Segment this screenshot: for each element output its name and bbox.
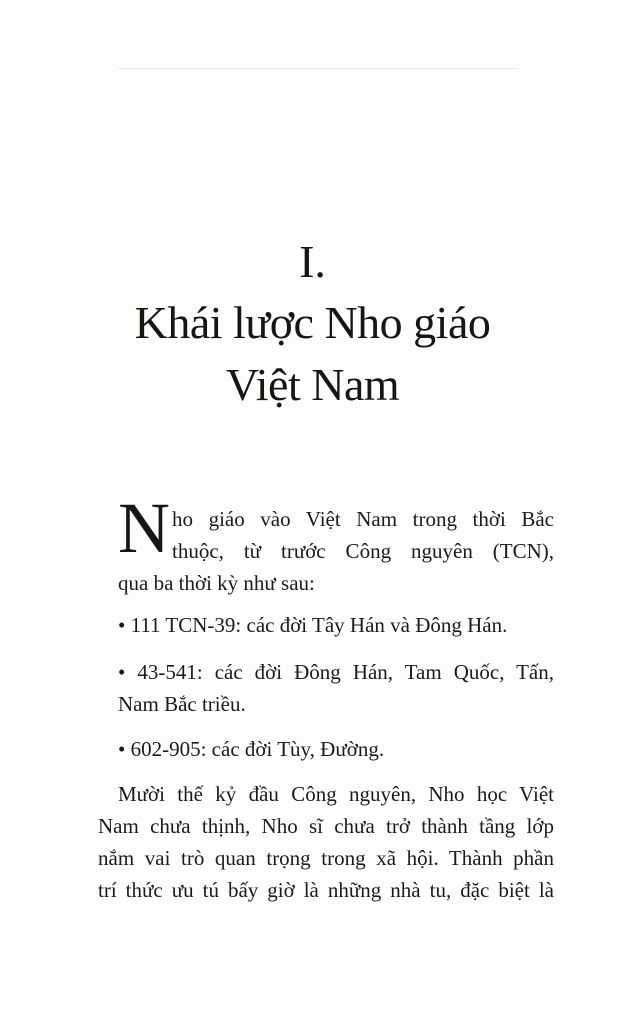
chapter-number: I. xyxy=(299,236,326,287)
paragraph2-line1: Mười thế kỷ đầu Công nguyên, Nho học Việt xyxy=(118,782,554,806)
paragraph1-line2: thuộc, từ trước Công nguyên (TCN), xyxy=(172,539,554,563)
chapter-title-line1: Khái lược Nho giáo xyxy=(134,297,491,348)
chapter-title xyxy=(0,292,625,416)
chapter-title-line2: Việt Nam xyxy=(225,359,400,410)
period-item: • 602-905: các đời Tùy, Đường. xyxy=(118,737,385,761)
show-through-rule xyxy=(118,68,518,69)
drop-cap: N xyxy=(118,488,170,568)
paragraph1-line1: ho giáo vào Việt Nam trong thời Bắc xyxy=(172,507,554,531)
paragraph2-line2: Nam chưa thịnh, Nho sĩ chưa trở thành tầng lớp xyxy=(98,814,554,838)
paragraph1-line3: qua ba thời kỳ như sau: xyxy=(118,571,315,595)
paragraph2-line3: nắm vai trò quan trọng trong xã hội. Thành phần xyxy=(98,846,554,870)
period-item-continuation: Nam Bắc triều. xyxy=(118,692,246,716)
paragraph2-line4: trí thức ưu tú bấy giờ là những nhà tu, đặc biệt là xyxy=(98,878,554,902)
period-item: • 111 TCN-39: các đời Tây Hán và Đông Hán. xyxy=(118,613,508,637)
period-item: • 43-541: các đời Đông Hán, Tam Quốc, Tấn, xyxy=(118,660,554,684)
